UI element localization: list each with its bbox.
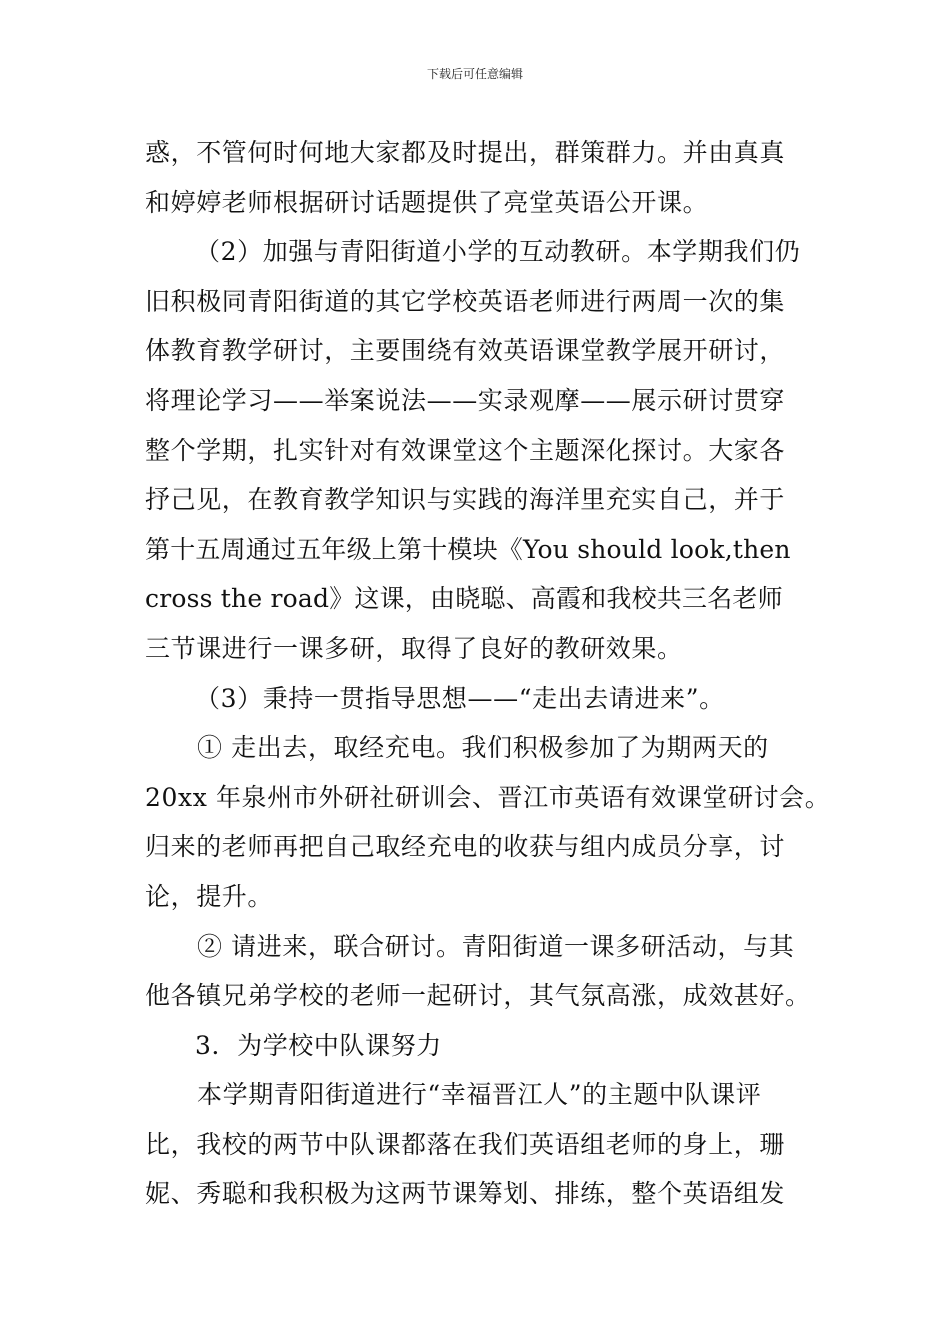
paragraph-line: 整个学期，扎实针对有效课堂这个主题深化探讨。大家各 xyxy=(145,435,786,465)
document-body xyxy=(145,128,835,1219)
paragraph-line: 第十五周通过五年级上第十模块《You should look,then xyxy=(145,534,791,564)
paragraph-line: cross the road》这课，由晓聪、高霞和我校共三名老师 xyxy=(145,584,783,614)
paragraph-line: 妮、秀聪和我积极为这两节课筹划、排练，整个英语组发 xyxy=(145,1179,786,1209)
paragraph-line: 20xx 年泉州市外研社研训会、晋江市英语有效课堂研讨会。 xyxy=(145,782,831,812)
paragraph-line: 他各镇兄弟学校的老师一起研讨，其气氛高涨，成效甚好。 xyxy=(145,981,811,1011)
paragraph-line: 体教育教学研讨，主要围绕有效英语课堂教学展开研讨， xyxy=(145,336,786,366)
paragraph-line: 和婷婷老师根据研讨话题提供了亮堂英语公开课。 xyxy=(145,187,709,217)
paragraph-line: 旧积极同青阳街道的其它学校英语老师进行两周一次的集 xyxy=(145,286,786,316)
paragraph-line: 论，提升。 xyxy=(145,881,274,911)
paragraph-line: 抒己见，在教育教学知识与实践的海洋里充实自己，并于 xyxy=(145,485,786,515)
paragraph-line: （3）秉持一贯指导思想——“走出去请进来”。 xyxy=(195,683,725,713)
paragraph-line: 三节课进行一课多研，取得了良好的教研效果。 xyxy=(145,633,683,663)
paragraph-line: ① 走出去，取经充电。我们积极参加了为期两天的 xyxy=(197,733,769,763)
paragraph-line: 惑，不管何时何地大家都及时提出，群策群力。并由真真 xyxy=(145,138,786,167)
paragraph-line: 本学期青阳街道进行“幸福晋江人”的主题中队课评 xyxy=(197,1080,762,1110)
paragraph-line: 比，我校的两节中队课都落在我们英语组老师的身上，珊 xyxy=(145,1129,786,1159)
paragraph-line: （2）加强与青阳街道小学的互动教研。本学期我们仍 xyxy=(195,237,801,267)
page-header: 下载后可任意编辑 xyxy=(426,67,523,81)
paragraph-line: 归来的老师再把自己取经充电的收获与组内成员分享，讨 xyxy=(145,832,786,862)
paragraph-line: 将理论学习——举案说法——实录观摩——展示研讨贯穿 xyxy=(145,385,786,415)
paragraph-line: ② 请进来，联合研讨。青阳街道一课多研活动，与其 xyxy=(197,931,795,961)
section-heading: 3．为学校中队课努力 xyxy=(195,1030,442,1060)
